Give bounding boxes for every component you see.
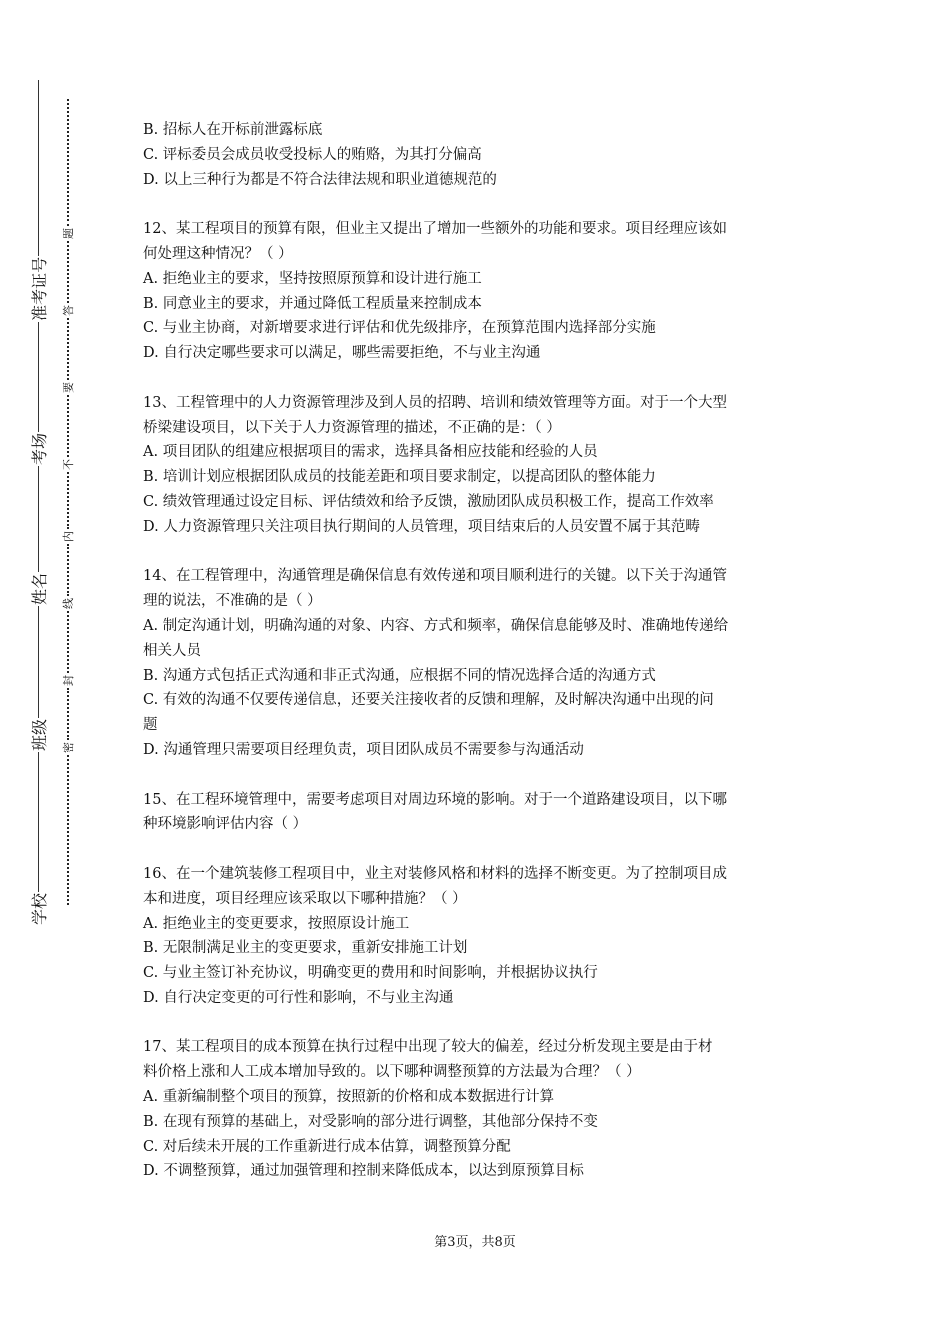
- school-blank: [38, 752, 39, 892]
- room-label: 考场: [29, 432, 49, 465]
- question-line: 相关人员: [143, 642, 201, 659]
- question-line: C. 有效的沟通不仅要传递信息，还要关注接收者的反馈和理解，及时解决沟通中出现的问: [143, 692, 714, 709]
- question-line: C. 与业主协商，对新增要求进行评估和优先级排序，在预算范围内选择部分实施: [143, 320, 656, 337]
- class-blank: [38, 606, 39, 718]
- question-line: 12、某工程项目的预算有限，但业主又提出了增加一些额外的功能和要求。项目经理应该如: [143, 221, 727, 238]
- question-line: A. 拒绝业主的要求，坚持按照原预算和设计进行施工: [143, 270, 482, 287]
- dotted-segment: [67, 755, 69, 905]
- dotted-segment: [67, 318, 69, 380]
- question-line: 本和进度，项目经理应该采取以下哪种措施？（ ）: [143, 890, 467, 907]
- question-line: C. 绩效管理通过设定目标、评估绩效和给予反馈，激励团队成员积极工作，提高工作效率: [143, 493, 714, 510]
- question-line: 13、工程管理中的人力资源管理涉及到人员的招聘、培训和绩效管理等方面。对于一个大型: [143, 394, 727, 411]
- question-line: 何处理这种情况？（ ）: [143, 245, 293, 262]
- question-line: D. 以上三种行为都是不符合法律法规和职业道德规范的: [143, 171, 497, 188]
- question-block: [143, 564, 813, 762]
- question-line: B. 招标人在开标前泄露标底: [143, 122, 323, 138]
- seal-line: [60, 99, 76, 905]
- seal-char: 要: [62, 382, 75, 393]
- room-blank: [38, 322, 39, 432]
- dotted-segment: [67, 241, 69, 303]
- name-label: 姓名: [29, 572, 49, 605]
- question-line: A. 拒绝业主的变更要求，按照原设计施工: [143, 915, 410, 932]
- question-line: 15、在工程环境管理中，需要考虑项目对周边环境的影响。对于一个道路建设项目，以下哪: [143, 791, 727, 808]
- question-line: A. 项目团队的组建应根据项目的需求，选择具备相应技能和经验的人员: [143, 444, 598, 461]
- question-line: 16、在一个建筑装修工程项目中，业主对装修风格和材料的选择不断变更。为了控制项目成: [143, 865, 727, 882]
- page-footer: 第3页，共8页: [434, 1235, 516, 1250]
- question-line: B. 培训计划应根据团队成员的技能差距和项目要求制定，以提高团队的整体能力: [143, 469, 656, 486]
- question-block: [143, 118, 813, 192]
- question-line: D. 沟通管理只需要项目经理负责，项目团队成员不需要参与沟通活动: [143, 741, 584, 758]
- question-line: 桥梁建设项目，以下关于人力资源管理的描述，不正确的是：（ ）: [143, 419, 561, 436]
- seal-char: 线: [62, 598, 75, 609]
- dotted-segment: [67, 611, 69, 673]
- question-block: [143, 391, 813, 540]
- question-line: D. 人力资源管理只关注项目执行期间的人员管理，项目结束后的人员安置不属于其范畴: [143, 518, 700, 535]
- question-line: 题: [143, 717, 158, 734]
- question-line: B. 沟通方式包括正式沟通和非正式沟通，应根据不同的情况选择合适的沟通方式: [143, 667, 656, 684]
- dotted-segment: [67, 544, 69, 596]
- exam-id-blank: [38, 80, 39, 256]
- name-blank: [38, 466, 39, 572]
- question-line: 14、在工程管理中，沟通管理是确保信息有效传递和项目顺利进行的关键。以下关于沟通管: [143, 568, 727, 585]
- seal-char: 密: [62, 742, 75, 753]
- question-block: [143, 788, 813, 838]
- dotted-segment: [67, 688, 69, 740]
- seal-char: 内: [62, 531, 75, 542]
- question-block: [143, 217, 813, 366]
- question-line: B. 在现有预算的基础上，对受影响的部分进行调整，其他部分保持不变: [143, 1113, 598, 1130]
- seal-char: 封: [62, 675, 75, 686]
- question-block: [143, 862, 813, 1011]
- dotted-segment: [67, 99, 69, 226]
- question-line: A. 重新编制整个项目的预算，按照新的价格和成本数据进行计算: [143, 1089, 555, 1106]
- question-line: 17、某工程项目的成本预算在执行过程中出现了较大的偏差，经过分析发现主要是由于材: [143, 1039, 713, 1056]
- question-line: C. 对后续未开展的工作重新进行成本估算，调整预算分配: [143, 1138, 511, 1155]
- question-line: A. 制定沟通计划，明确沟通的对象、内容、方式和频率，确保信息能够及时、准确地传递给: [143, 617, 729, 634]
- question-line: 理的说法，不准确的是（ ）: [143, 593, 322, 610]
- question-line: D. 自行决定哪些要求可以满足，哪些需要拒绝，不与业主沟通: [143, 345, 541, 362]
- class-label: 班级: [29, 718, 49, 751]
- exam-id-label: 准考证号: [29, 256, 49, 321]
- question-block: [143, 1035, 813, 1184]
- school-label: 学校: [29, 892, 49, 925]
- question-line: 种环境影响评估内容（ ）: [143, 816, 308, 833]
- dotted-segment: [67, 472, 69, 529]
- question-line: C. 评标委员会成员收受投标人的贿赂，为其打分偏高: [143, 146, 482, 163]
- question-line: B. 无限制满足业主的变更要求，重新安排施工计划: [143, 940, 468, 957]
- question-line: D. 自行决定变更的可行性和影响，不与业主沟通: [143, 989, 454, 1006]
- seal-char: 题: [62, 228, 75, 239]
- question-line: B. 同意业主的要求，并通过降低工程质量来控制成本: [143, 295, 482, 312]
- dotted-segment: [67, 395, 69, 457]
- question-line: D. 不调整预算，通过加强管理和控制来降低成本，以达到原预算目标: [143, 1163, 584, 1180]
- seal-char: 答: [62, 305, 75, 316]
- question-line: 料价格上涨和人工成本增加导致的。以下哪种调整预算的方法最为合理？（ ）: [143, 1064, 641, 1081]
- question-content: [143, 118, 813, 1184]
- question-line: C. 与业主签订补充协议，明确变更的费用和时间影响，并根据协议执行: [143, 965, 598, 982]
- seal-char: 不: [62, 459, 75, 470]
- binding-margin-fields: [28, 80, 48, 926]
